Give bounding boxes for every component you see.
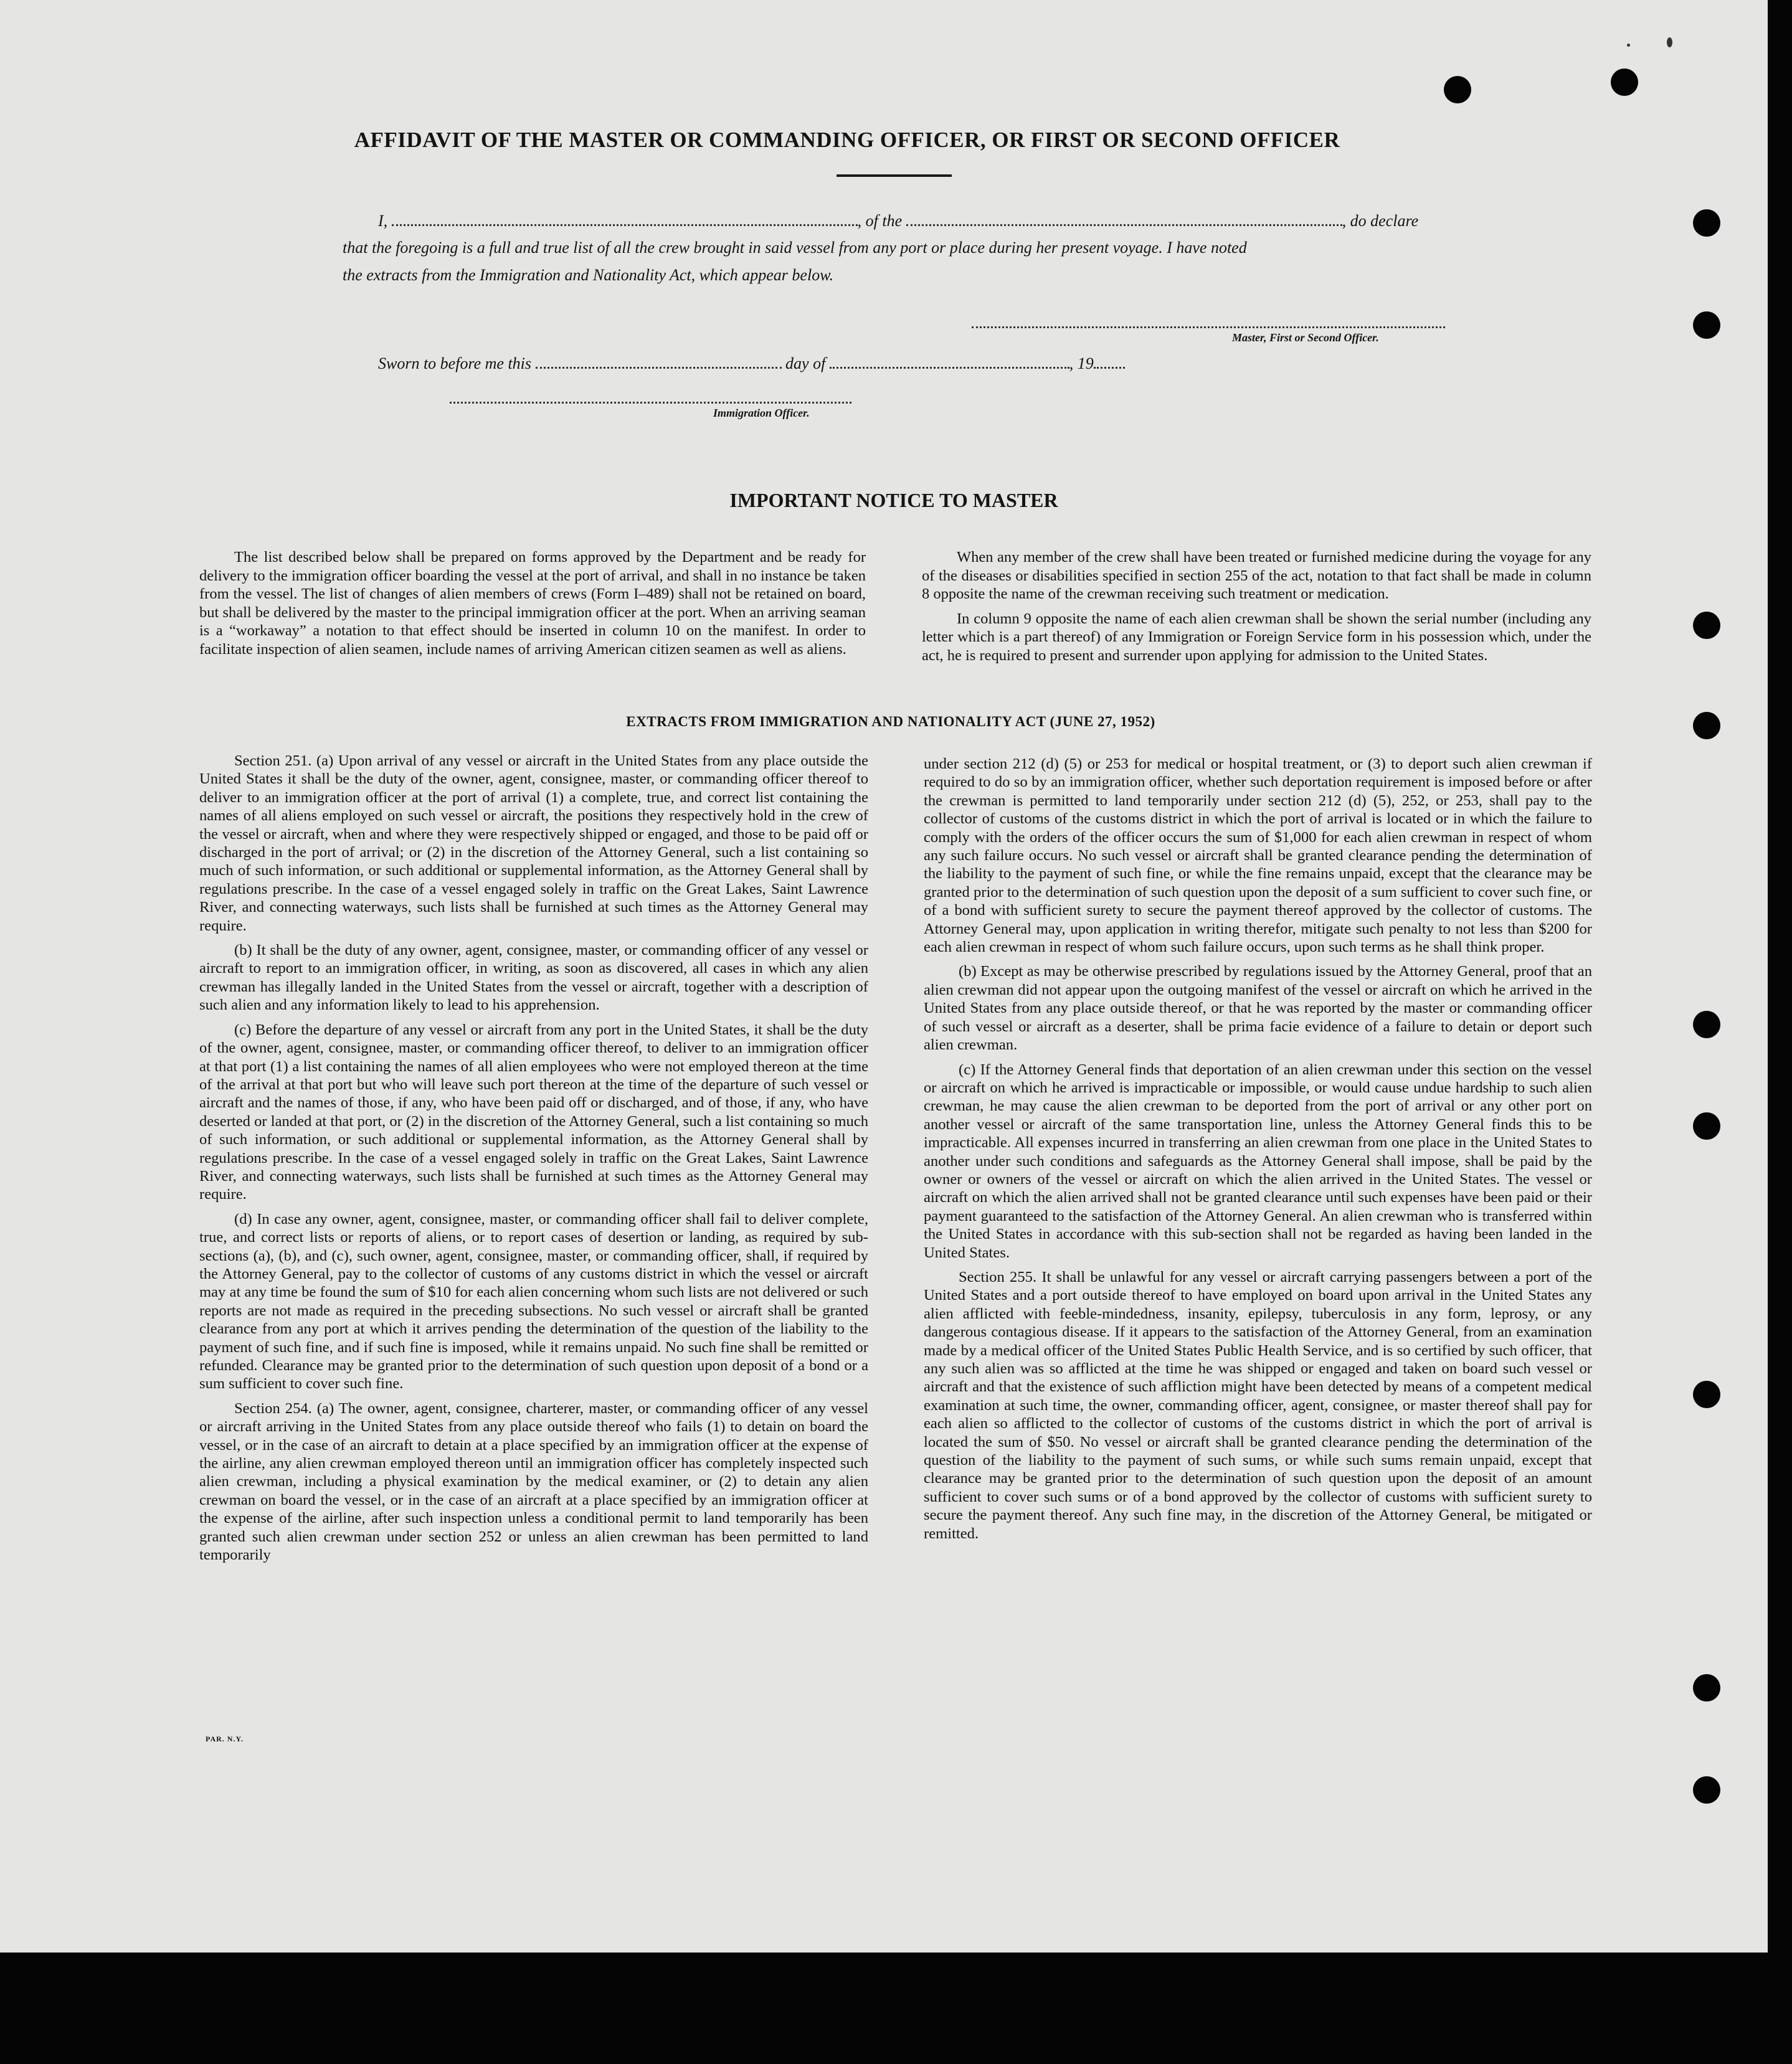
notice-right-paragraph-1: When any member of the crew shall have been treated or furnished medicine during the voyage for any of the diseases or disabilities specified in section 255 of the act, notation to that fact shall be made in column 8 opposite the name of the crewman receiving such treatment or medication. bbox=[922, 549, 1591, 602]
extracts-title: EXTRACTS FROM IMMIGRATION AND NATIONALITY ACT (JUNE 27, 1952) bbox=[626, 714, 1155, 729]
section-254-a-continued: under section 212 (d) (5) or 253 for medical or hospital treatment, or (3) to deport such alien crewman if required to do so by an immigration officer, whether such deportation requirement is imposed before or after the crewman is permitted to land temporarily under section 212 (d) (5), 252, or 253, shall pay to the collector of customs of the customs district in which the port of arrival is located or in which the failure to comply with the orders of the officer occurs the sum of $1,000 for each alien crewman in respect of whom any such failure occurs. No such vessel or aircraft shall be granted clearance pending the determination of the liability to the payment of such fine, or while the fine remains unpaid, except that the clearance may be granted prior to the determination of such question upon the deposit of a sum sufficient to cover such fine, or of a bond with sufficient surety to secure the payment thereof approved by the collector of customs. The Attorney General may, upon application in writing therefor, mitigate such penalty to not less than $200 for each alien crewman in respect of whom such failure occurs, upon such terms as he shall think proper. bbox=[924, 755, 1592, 956]
sworn-year-field[interactable] bbox=[1094, 353, 1125, 369]
do-declare-label: , do declare bbox=[1342, 212, 1419, 230]
master-signature-line[interactable] bbox=[972, 326, 1445, 328]
section-255: Section 255. It shall be unlawful for any vessel or aircraft carrying passengers between a port of the United States and a port outside thereof to have employed on board upon arrival in the United States any alien afflicted with feeble-mindedness, insanity, epilepsy, tuberculosis in any form, leprosy, or any dangerous contagious disease. If it appears to the satisfaction of the Attorney General, from an examination made by a medical officer of the United States Public Health Service, and is so certified by such officer, that any such alien was so afflicted at the time he was shipped or engaged and taken on board such vessel or aircraft and that the existence of such affliction might have been detected by means of a competent medical examination at such time, the owner, commanding officer, agent, consignee, or master thereof shall pay for each alien so afflicted to the collector of customs of the customs district in which the port of arrival is located the sum of $50. No vessel or aircraft shall be granted clearance pending the determination of the question of the liability to the payment of such sums, or while such sums remain unpaid, except that clearance may be granted prior to the determination of such question upon the deposit of an amount sufficient to cover such sums or of a bond approved by the collector of customs with sufficient surety to secure the payment thereof. Any such fine may, in the discretion of the Attorney General, be mitigated or remitted. bbox=[924, 1268, 1592, 1542]
binder-hole bbox=[1693, 612, 1720, 639]
printer-mark: PAR. N.Y. bbox=[206, 1735, 244, 1743]
immigration-officer-signature-line[interactable] bbox=[450, 402, 851, 404]
section-251-a: Section 251. (a) Upon arrival of any vessel or aircraft in the United States from any place outside the United States it shall be the duty of the owner, agent, consignee, master, or commanding officer thereof to deliver to an immigration officer at the port of arrival (1) a complete, true, and correct list containing the names of all aliens employed on such vessel or aircraft, the positions they respectively hold in the crew of the vessel or aircraft, when and where they were respectively shipped or engaged, and those to be paid off or discharged in the port of arrival; or (2) in the discretion of the Attorney General, such a list containing so much of such information, or such additional or supplemental information, as the Attorney General shall by regulations prescribe. In the case of a vessel engaged solely in traffic on the Great Lakes, Saint Lawrence River, and connecting waterways, such lists shall be furnished at such times as the Attorney General may require. bbox=[199, 752, 868, 934]
sworn-line bbox=[378, 353, 1125, 373]
section-254-a: Section 254. (a) The owner, agent, consignee, charterer, master, or commanding officer of any vessel or aircraft arriving in the United States from any place outside thereof who fails (1) to detain on board the vessel, or in the case of an aircraft to detain at a place specified by an immigration officer at the expense of the airline, any alien crewman employed thereon until an immigration officer has completely inspected such alien crewman, including a physical examination by the medical examiner, or (2) to detain any alien crewman on board the vessel, or in the case of an aircraft at a place specified by an immigration officer at the expense of the airline, after such inspection unless a conditional permit to land temporarily has been granted such alien crewman under section 252 or unless an alien crewman has been permitted to land temporarily bbox=[199, 1399, 868, 1564]
declaration-i: I, bbox=[378, 212, 388, 230]
vessel-field[interactable] bbox=[906, 211, 1342, 226]
section-251-c: (c) Before the departure of any vessel or aircraft from any port in the United States, it shall be the duty of the owner, agent, consignee, master, or commanding officer thereof, to deliver to an immigration officer at that port (1) a list containing the names of all alien employees who were not employed thereon at the time of the arrival at that port but who will leave such port thereon at the time of the departure of such vessel or aircraft and the names of those, if any, who have been paid off or discharged, and of those, if any, who have deserted or landed at that port, or (2) in the discretion of the Attorney General, such a list containing so much of such information, or such additional or supplemental information, as the Attorney General shall by regulations prescribe. In the case of a vessel engaged solely in traffic on the Great Lakes, Saint Lawrence River, and connecting waterways, such lists shall be furnished at such times as the Attorney General may require. bbox=[199, 1021, 868, 1203]
binder-hole bbox=[1693, 1112, 1720, 1140]
binder-hole bbox=[1693, 1776, 1720, 1804]
section-251-d: (d) In case any owner, agent, consignee, master, or commanding officer shall fail to deliver complete, true, and correct lists or reports of aliens, or to report cases of desertion or landing, as required by sub-sections (a), (b), and (c), such owner, agent, consignee, master, or commanding officer, shall, if required by the Attorney General, pay to the collector of customs of any customs district in which the vessel or aircraft may at any time be found the sum of $10 for each alien concerning whom such lists are not delivered or such reports are not made as required in the preceding subsections. No such vessel or aircraft shall be granted clearance from any port at which it arrives pending the determination of the question of the liability to the payment of such fine, and if such fine is imposed, while it remains unpaid. No such fine shall be remitted or refunded. Clearance may be granted prior to the determination of such question upon deposit of a bond or a sum sufficient to cover such fine. bbox=[199, 1210, 868, 1393]
binder-hole bbox=[1444, 76, 1471, 103]
sworn-label: Sworn to before me this bbox=[378, 354, 532, 372]
notice-left-paragraph: The list described below shall be prepared on forms approved by the Department and be ready for delivery to the immigration officer boarding the vessel at the port of arrival, and shall in no instance be taken from the vessel. The list of changes of alien members of crews (Form I–489) shall not be retained on board, but shall be delivered by the master to the principal immigration officer at the port. When an arriving seaman is a “workaway” a notation to that effect should be inserted in column 10 on the manifest. In order to facilitate inspection of alien seamen, include names of arriving American citizen seamen as well as aliens. bbox=[199, 549, 866, 658]
extracts-left-column bbox=[199, 752, 868, 1570]
sworn-month-field[interactable] bbox=[830, 353, 1069, 369]
notice-right-column bbox=[922, 548, 1591, 671]
notice-title: IMPORTANT NOTICE TO MASTER bbox=[729, 489, 1058, 511]
affidavit-title: AFFIDAVIT OF THE MASTER OR COMMANDING OFFICER, OR FIRST OR SECOND OFFICER bbox=[354, 128, 1340, 152]
declaration-text-line-2: that the foregoing is a full and true list of all the crew brought in said vessel from any port or place during her present voyage. I have noted bbox=[343, 239, 1247, 257]
declaration-line bbox=[378, 211, 1418, 230]
ink-speck bbox=[1667, 37, 1672, 47]
binder-hole bbox=[1693, 311, 1720, 339]
day-of-label: day of bbox=[785, 354, 826, 372]
binder-hole bbox=[1693, 209, 1720, 237]
section-251-b: (b) It shall be the duty of any owner, agent, consignee, master, or commanding officer of any vessel or aircraft to report to an immigration officer, in writing, as soon as discovered, all cases in which any alien crewman has illegally landed in the United States from the vessel or aircraft, together with a description of such alien and any information likely to lead to his apprehension. bbox=[199, 942, 868, 1014]
extracts-right-column bbox=[924, 755, 1592, 1549]
notice-left-column bbox=[199, 548, 866, 665]
name-field[interactable] bbox=[392, 211, 858, 226]
master-signature-label: Master, First or Second Officer. bbox=[1232, 331, 1379, 344]
binder-hole bbox=[1693, 1381, 1720, 1408]
ink-speck bbox=[1627, 44, 1630, 47]
declaration-text-line-3: the extracts from the Immigration and Nationality Act, which appear below. bbox=[343, 266, 834, 284]
sworn-day-field[interactable] bbox=[536, 353, 782, 369]
binder-hole bbox=[1693, 1674, 1720, 1702]
title-rule bbox=[837, 174, 952, 177]
of-the-label: , of the bbox=[857, 212, 903, 230]
notice-right-paragraph-2: In column 9 opposite the name of each alien crewman shall be shown the serial number (including any letter which is a part thereof) of any Immigration or Foreign Service form in his possession which, under the act, he is required to present and surrender upon applying for admission to the United States. bbox=[922, 610, 1591, 664]
section-254-b: (b) Except as may be otherwise prescribed by regulations issued by the Attorney General, proof that an alien crewman did not appear upon the outgoing manifest of the vessel or aircraft on which he arrived in the United States from any place outside thereof, or that he was reported by the master or commanding officer of such vessel or aircraft as a deserter, shall be prima facie evidence of a failure to detain or deport such alien crewman. bbox=[924, 963, 1592, 1054]
year-label: , 19 bbox=[1069, 354, 1094, 372]
section-254-c: (c) If the Attorney General finds that deportation of an alien crewman under this section on the vessel or aircraft on which he arrived is impracticable or impossible, or would cause undue hardship to such alien crewman, he may cause the alien crewman to be deported from the port of arrival or any other port on another vessel or aircraft of the same transportation line, unless the Attorney General finds this to be impracticable. All expenses incurred in transferring an alien crewman from one place in the United States to another under such conditions and safeguards as the Attorney General shall impose, shall be paid by the owner or owners of the vessel or aircraft on which the alien arrived in the United States. The vessel or aircraft on which the alien arrived shall not be granted clearance until such expenses have been paid or their payment guaranteed to the satisfaction of the Attorney General. An alien crewman who is transferred within the United States in accordance with this sub-section shall not be regarded as having been landed in the United States. bbox=[924, 1061, 1592, 1261]
binder-hole bbox=[1693, 1011, 1720, 1038]
binder-hole bbox=[1611, 69, 1638, 96]
immigration-officer-label: Immigration Officer. bbox=[713, 407, 810, 419]
